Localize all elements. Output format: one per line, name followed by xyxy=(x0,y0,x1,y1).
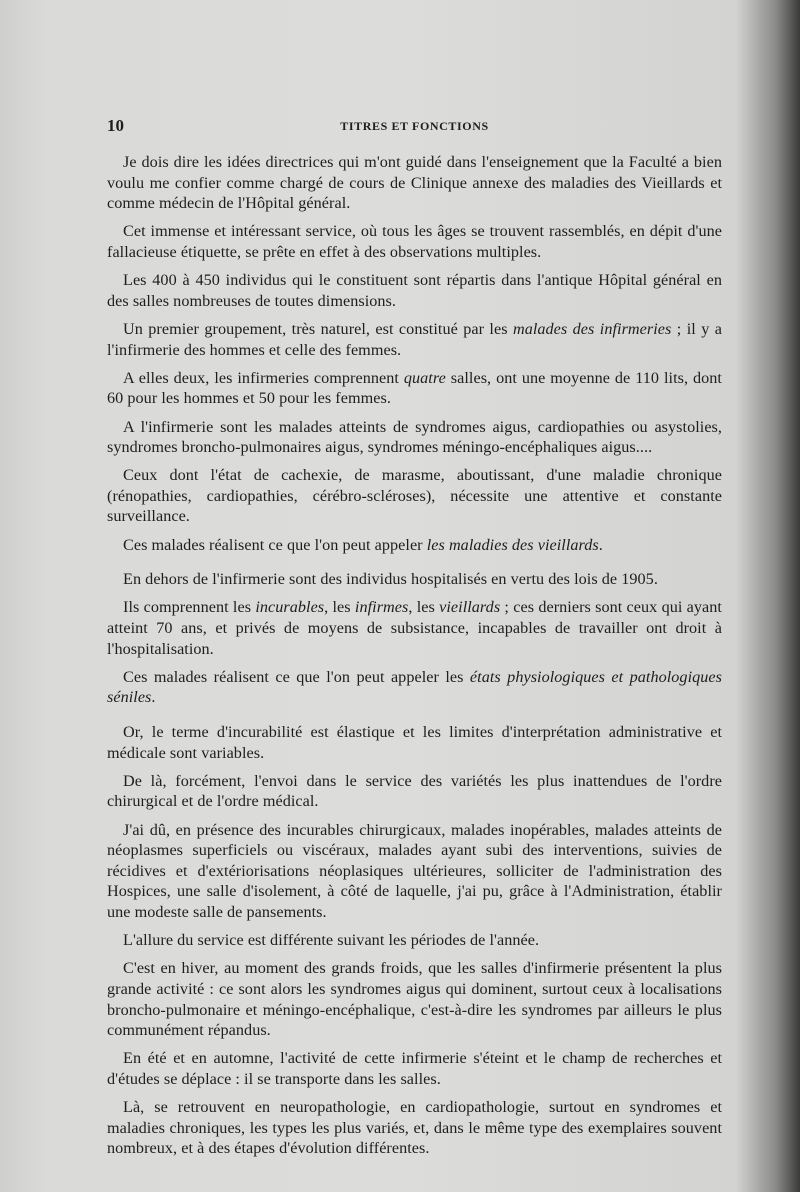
paragraph-text: A l'infirmerie sont les malades atteints de syndromes aigus, cardiopathies ou asystolies, syndromes broncho-pulmonaires aigus, syndromes méningo-encéphaliques aigus.... xyxy=(107,417,722,457)
paragraph xyxy=(107,221,722,262)
running-title: TITRES ET FONCTIONS xyxy=(340,119,489,133)
paragraph-text: Les 400 à 450 individus qui le constituent sont répartis dans l'antique Hôpital général en des salles nombreuses de toutes dimensions. xyxy=(107,271,722,310)
paragraph xyxy=(107,465,722,527)
book-page xyxy=(107,116,722,1166)
paragraph-text: . xyxy=(598,535,603,554)
italic-text: états physiologiques et pathologiques séniles xyxy=(107,667,722,707)
paragraph-text: Un premier groupement, très naturel, est constitué par les xyxy=(123,319,513,338)
paragraph xyxy=(107,270,722,311)
paragraph xyxy=(107,1097,722,1159)
paragraph xyxy=(107,417,722,458)
paragraph-text: Là, se retrouvent en neuropathologie, en cardiopathologie, surtout en syndromes et maladies chroniques, les types les plus variés, et, dans le même type des exemplaires souvent nombreux, et à des étapes d'évolution différentes. xyxy=(107,1098,722,1158)
body-text xyxy=(107,152,722,1159)
paragraph-text: ; ces derniers sont ceux qui ayant atteint 70 ans, et privés de moyens de subsistance, incapables de travailler ont droit à l'hospitalisation. xyxy=(107,598,722,658)
paragraph xyxy=(107,722,722,763)
italic-text: infirmes xyxy=(354,598,409,617)
paragraph-text: Ceux dont l'état de cachexie, de marasme, aboutissant, d'une maladie chronique (rénopathies, cardiopathies, cérébro-scléroses), nécessite une attentive et constante surveillance. xyxy=(107,466,722,526)
paragraph-text: A elles deux, les infirmeries comprennent xyxy=(123,368,404,387)
paragraph xyxy=(107,820,722,923)
italic-text: quatre xyxy=(403,368,446,387)
paragraph xyxy=(107,597,722,659)
paragraph xyxy=(107,319,722,360)
paragraph-text: . xyxy=(151,688,156,707)
paragraph-text: Or, le terme d'incurabilité est élastique et les limites d'interprétation administrative et médicale sont variables. xyxy=(107,723,722,762)
paragraph-text: J'ai dû, en présence des incurables chirurgicaux, malades inopérables, malades atteints de néoplasmes superficiels ou viscéraux, malades ayant subi des interventions, suivies de récidives et d'extériorisations néoplasiques ultérieures, solliciter de l'administration des Hospices, une salle d'isolement, à côté de laquelle, j'ai pu, grâce à l'Administration, établir une modeste salle de pansements. xyxy=(107,820,722,921)
paragraph-text: Ils comprennent les xyxy=(123,598,256,617)
paragraph xyxy=(107,535,722,556)
paragraph-text: Ces malades réalisent ce que l'on peut appeler les xyxy=(123,667,470,686)
italic-text: les maladies des vieillards xyxy=(426,535,599,554)
paragraph xyxy=(107,771,722,812)
paragraph xyxy=(107,958,722,1040)
italic-text: incurables xyxy=(255,598,325,617)
paragraph-text: , les xyxy=(324,598,355,617)
paragraph-text: Cet immense et intéressant service, où tous les âges se trouvent rassemblés, en dépit d'une fallacieuse étiquette, se prête en effet à des observations multiples. xyxy=(107,222,722,261)
paragraph-text: L'allure du service est différente suivant les périodes de l'année. xyxy=(123,931,540,950)
paragraph-text: C'est en hiver, au moment des grands froids, que les salles d'infirmerie présentent la plus grande activité : ce sont alors les syndromes aigus qui dominent, surtout ceux à localisations broncho-pulmonaire et méningo-encéphalique, c'est-à-dire les syndromes par ailleurs le plus communément répandus. xyxy=(107,959,722,1040)
paragraph-text: En dehors de l'infirmerie sont des individus hospitalisés en vertu des lois de 1905. xyxy=(123,570,658,589)
paragraph-text: Ces malades réalisent ce que l'on peut appeler xyxy=(123,535,427,554)
paragraph xyxy=(107,152,722,214)
paragraph-text: En été et en automne, l'activité de cette infirmerie s'éteint et le champ de recherches et d'études se déplace : il se transporte dans les salles. xyxy=(107,1049,722,1088)
paragraph-text: De là, forcément, l'envoi dans le service des variétés les plus inattendues de l'ordre chirurgical et de l'ordre médical. xyxy=(107,771,722,811)
page-header xyxy=(107,116,722,138)
paragraph xyxy=(107,1048,722,1089)
italic-text: vieillards xyxy=(439,598,501,617)
paragraph xyxy=(107,569,722,590)
paragraph-text: Je dois dire les idées directrices qui m'ont guidé dans l'enseignement que la Faculté a bien voulu me confier comme chargé de cours de Clinique annexe des maladies des Vieillards et comme médecin de l'Hôpital général. xyxy=(107,153,722,213)
italic-text: malades des infirmeries xyxy=(512,319,672,338)
paragraph-text: , les xyxy=(408,598,440,617)
paragraph-text: salles, ont une moyenne de 110 lits, dont 60 pour les hommes et 50 pour les femmes. xyxy=(107,368,722,408)
paragraph xyxy=(107,667,722,708)
paragraph-text: ; il y a l'infirmerie des hommes et celle des femmes. xyxy=(107,319,722,359)
page-number: 10 xyxy=(107,116,124,135)
paragraph xyxy=(107,930,722,951)
paragraph xyxy=(107,368,722,409)
